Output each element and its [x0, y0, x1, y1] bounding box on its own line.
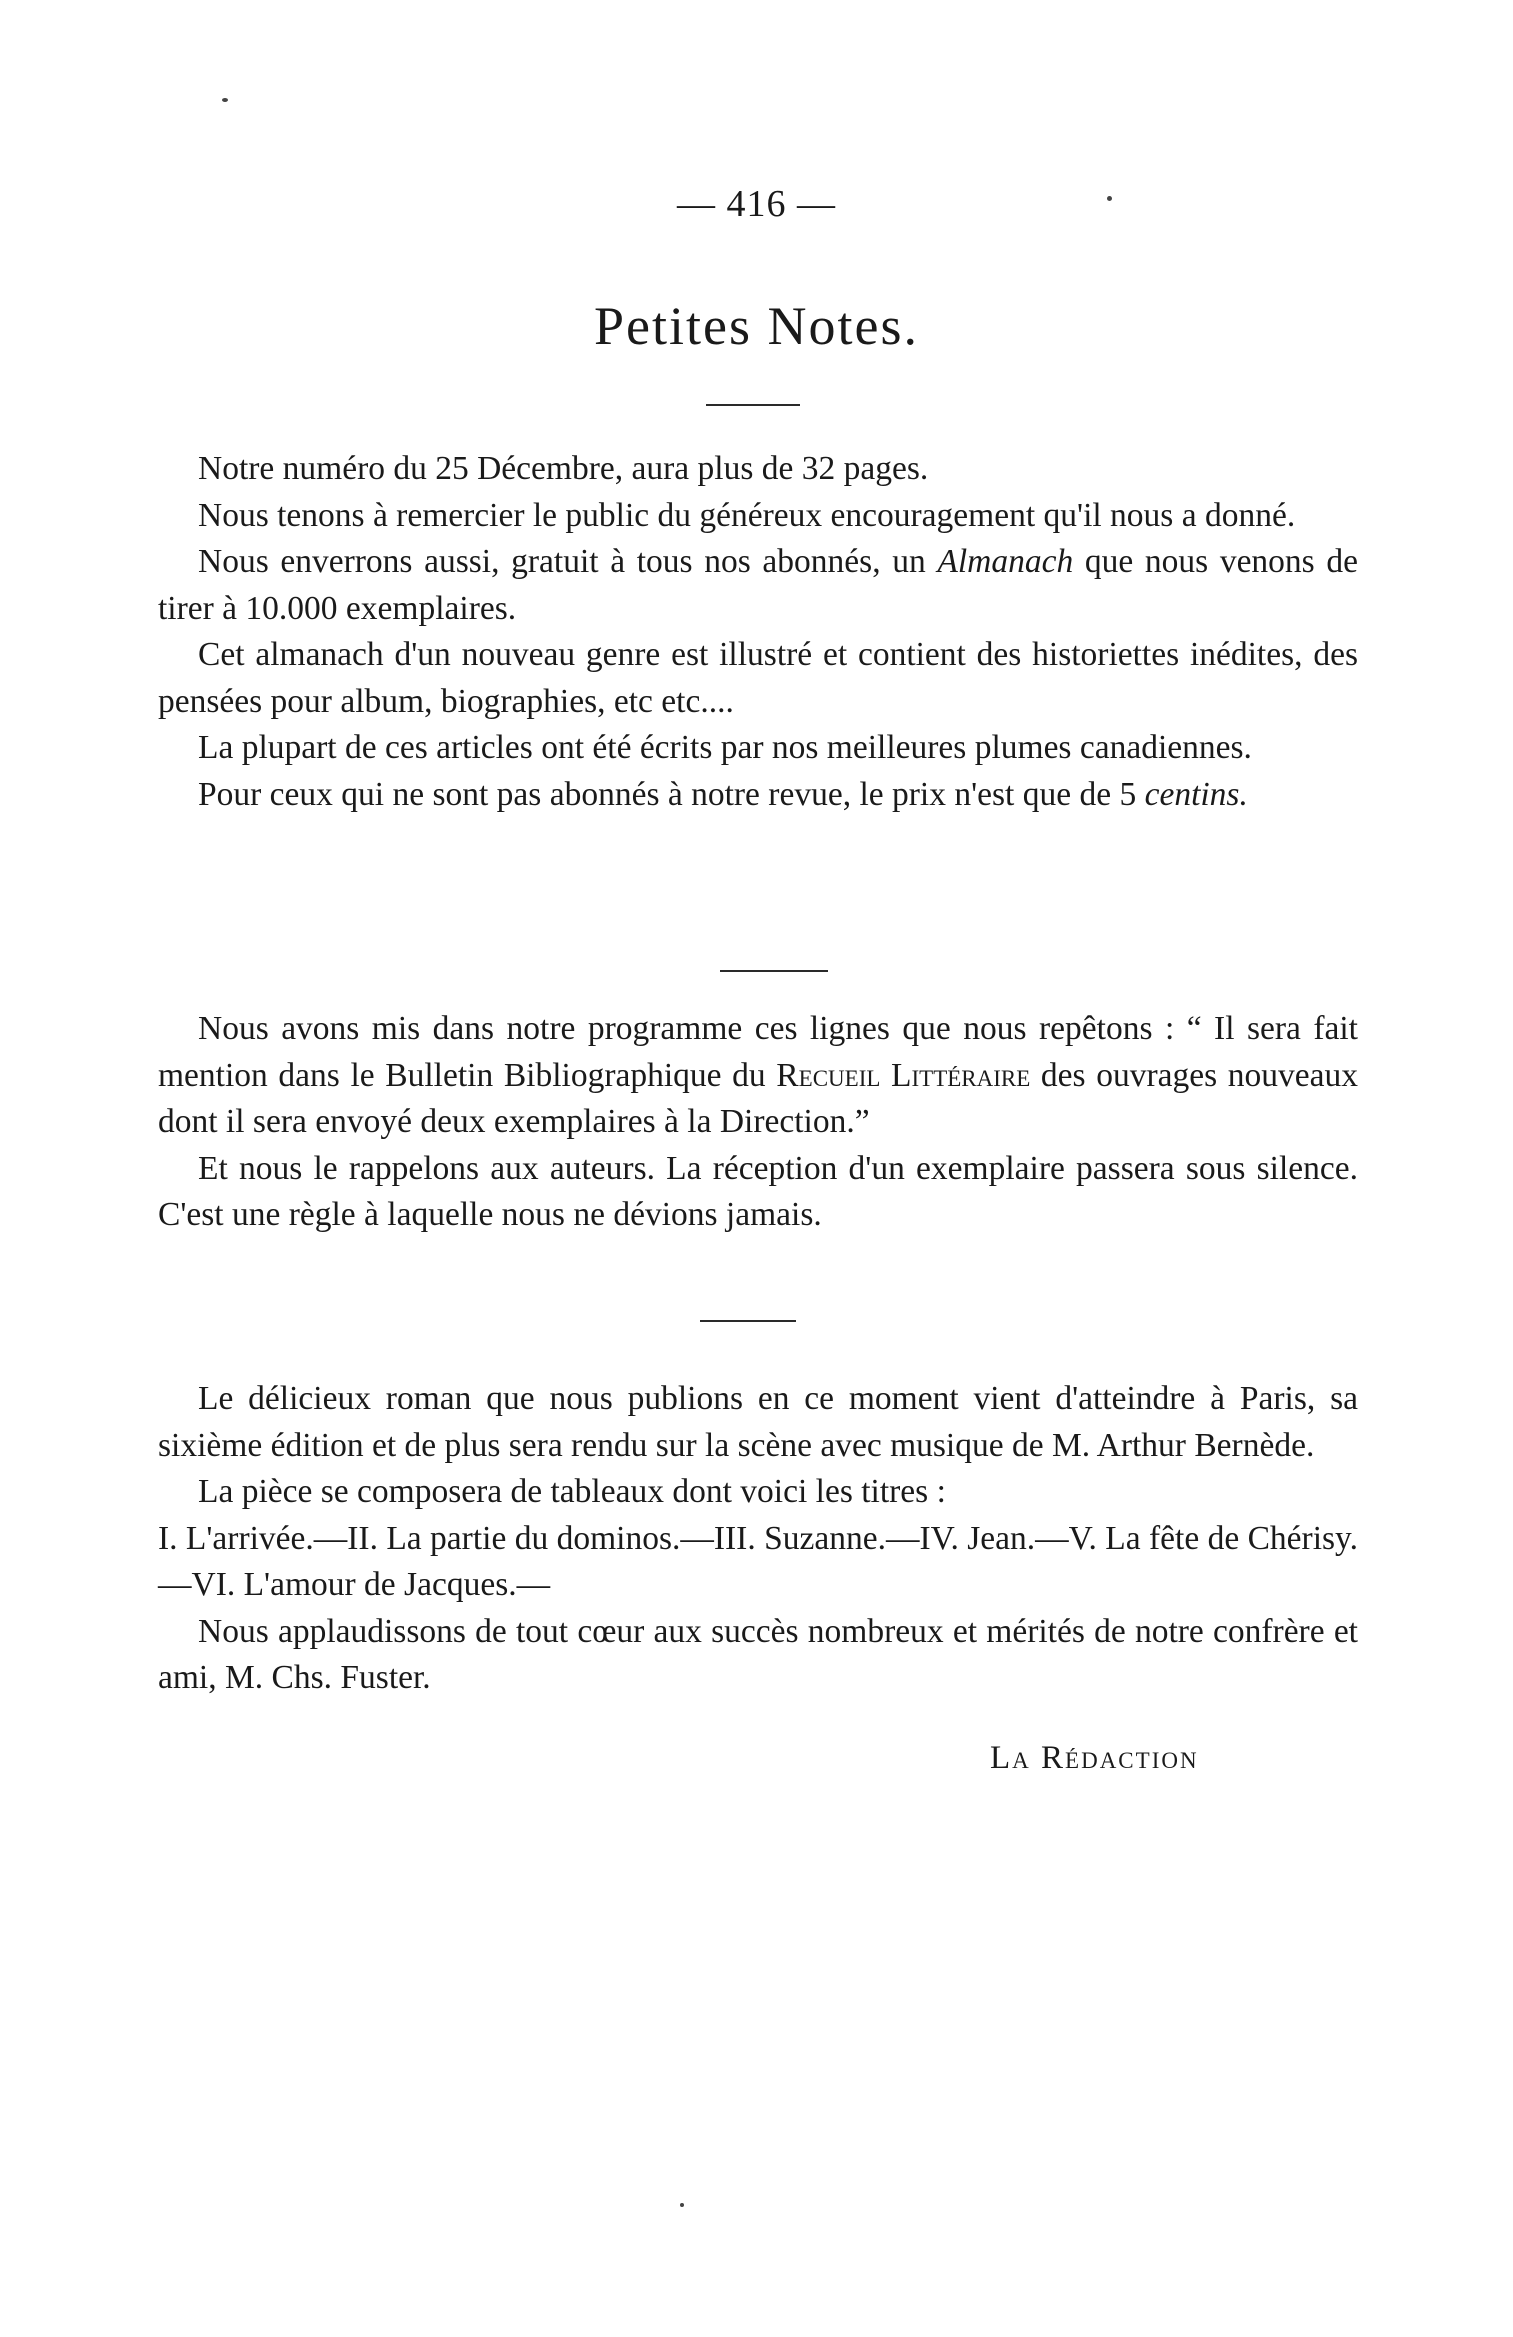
italic-title: Almanach: [937, 543, 1074, 580]
paragraph: Nous enverrons aussi, gratuit à tous nos abonnés, un Almanach que nous venons de tirer à 10.000 exemplaires.: [158, 543, 1358, 627]
paragraph: Nous tenons à remercier le public du généreux encouragement qu'il nous a donné.: [198, 496, 1296, 534]
page-title: Petites Notes.: [594, 296, 919, 356]
paragraph: Notre numéro du 25 Décembre, aura plus de 32 pages.: [198, 450, 929, 487]
signature: La Rédaction: [990, 1740, 1199, 1776]
divider-rule: [700, 1320, 796, 1322]
paragraph: Nous applaudissons de tout cœur aux succès nombreux et mérités de notre confrère et ami, M. Chs. Fuster.: [158, 1612, 1358, 1696]
section-roman: [158, 1376, 1358, 1702]
paragraph: Cet almanach d'un nouveau genre est illustré et contient des historiettes inédites, des pensées pour album, biographies, etc etc....: [158, 636, 1358, 720]
paragraph: Le délicieux roman que nous publions en ce moment vient d'atteindre à Paris, sa sixième édition et de plus sera rendu sur la scène avec musique de M. Arthur Bernède.: [158, 1380, 1358, 1464]
paragraph: Nous avons mis dans notre programme ces lignes que nous repêtons : “ Il sera fait mention dans le Bulletin Bibliographique du Recueil Littéraire des ouvrages nouveaux dont il sera envoyé deux exemplaires à la Direction.”: [158, 1010, 1358, 1140]
section-bulletin: [158, 1006, 1358, 1239]
section-notes-issue: [158, 446, 1358, 818]
paragraph: I. L'arrivée.—II. La partie du dominos.—III. Suzanne.—IV. Jean.—V. La fête de Chérisy.—VI. L'amour de Jacques.—: [158, 1519, 1358, 1603]
paragraph: La plupart de ces articles ont été écrits par nos meilleures plumes canadiennes.: [198, 729, 1252, 766]
page-number: — 416 —: [677, 183, 836, 225]
small-caps-title: Recueil Littéraire: [776, 1056, 1031, 1094]
paragraph: La pièce se composera de tableaux dont voici les titres :: [198, 1473, 946, 1510]
paragraph: Pour ceux qui ne sont pas abonnés à notre revue, le prix n'est que de 5 centins.: [198, 775, 1248, 813]
print-speck: [222, 98, 228, 102]
paragraph: Et nous le rappelons aux auteurs. La réception d'un exemplaire passera sous silence. C'est une règle à laquelle nous ne dévions jamais.: [158, 1149, 1358, 1233]
italic-word: centins.: [1144, 775, 1248, 813]
divider-rule: [706, 404, 800, 406]
divider-rule: [720, 970, 828, 972]
print-speck: [680, 2203, 684, 2207]
